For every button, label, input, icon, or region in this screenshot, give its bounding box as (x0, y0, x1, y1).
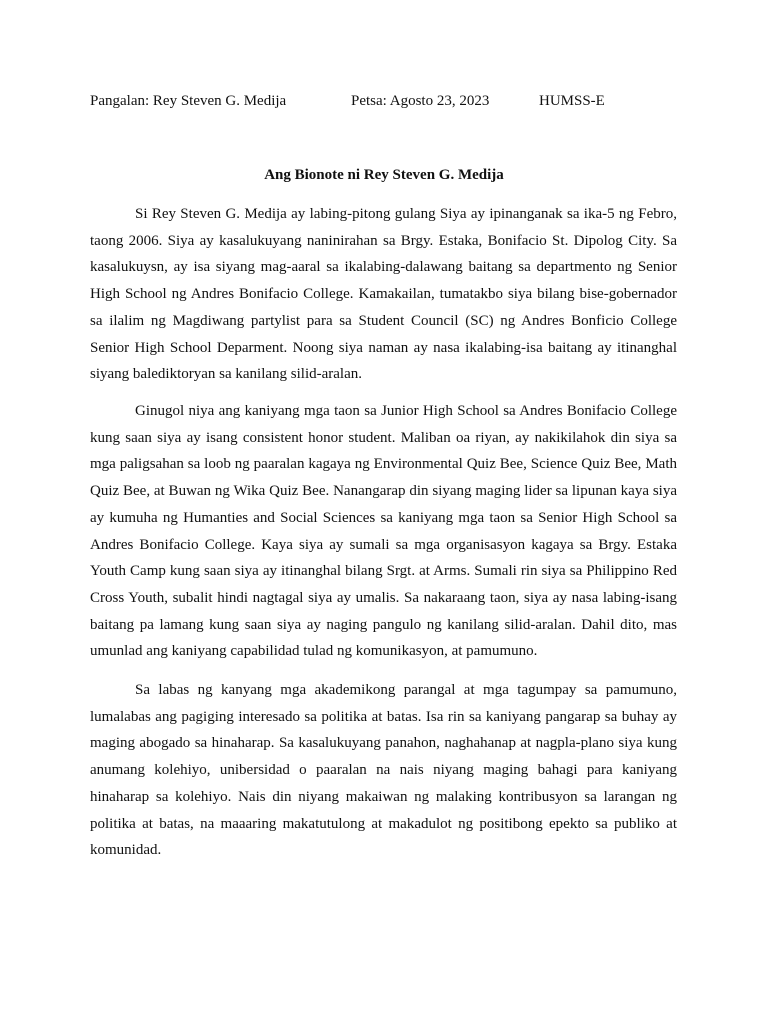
section-label: HUMSS-E (539, 93, 605, 109)
document-title: Ang Bionote ni Rey Steven G. Medija (264, 167, 504, 183)
document-date: Petsa: Agosto 23, 2023 (351, 93, 490, 109)
paragraph-1: Si Rey Steven G. Medija ay labing-pitong gulang Siya ay ipinanganak sa ika-5 ng Febro, taong 2006. Siya ay kasalukuyang naninirahan sa Brgy. Estaka, Bonifacio St. Dipolog City. Sa kasalukuysn, ay isa siyang mag-aaral sa ikalabing-dalawang baitang sa departmento ng Senior High School ng Andres Bonifacio College. Kamakailan, tumatakbo siya bilang bise-gobernador sa ilalim ng Magdiwang partylist para sa Student Council (SC) ng Andres Bonficio College Senior High School Deparment. Noong siya naman ay nasa ikalabing-isa baitang ay itinanghal siyang balediktoryan sa kanilang silid-aralan. (90, 206, 677, 383)
paragraph-2: Ginugol niya ang kaniyang mga taon sa Junior High School sa Andres Bonifacio College kung saan siya ay isang consistent honor student. Maliban oa riyan, ay nakikilahok din siya sa mga paligsahan sa loob ng paaralan kagaya ng Environmental Quiz Bee, Science Quiz Bee, Math Quiz Bee, at Buwan ng Wika Quiz Bee. Nanangarap din siyang maging lider sa lipunan kaya siya ay kumuha ng Humanties and Social Sciences sa kaniyang mga taon sa Senior High School sa Andres Bonifacio College. Kaya siya ay sumali sa mga organisasyon kagaya sa Brgy. Estaka Youth Camp kung saan siya ay itinanghal bilang Srgt. at Arms. Sumali rin siya sa Philippino Red Cross Youth, subalit hindi nagtagal siya ay umalis. Sa nakaraang taon, siya ay nasa labing-isang baitang pa lamang kung saan siya ay naging pangulo ng kanilang silid-aralan. Dahil dito, mas umunlad ang kaniyang capabilidad tulad ng komunikasyon, at pamumuno. (90, 403, 677, 660)
document-header (90, 93, 690, 113)
student-name: Pangalan: Rey Steven G. Medija (90, 93, 287, 109)
paragraph-3: Sa labas ng kanyang mga akademikong parangal at mga tagumpay sa pamumuno, lumalabas ang pagiging interesado sa politika at batas. Isa rin sa kaniyang pangarap sa buhay ay maging abogado sa hinaharap. Sa kasalukuyang panahon, naghahanap at nagpla-plano siya kung anumang kolehiyo, unibersidad o paaralan na nais niyang maging bahagi para kaniyang hinaharap sa kolehiyo. Nais din niyang makaiwan ng malaking kontribusyon sa larangan ng politika at batas, na maaaring makatutulong at makadulot ng positibong epekto sa publiko at komunidad. (90, 682, 677, 859)
